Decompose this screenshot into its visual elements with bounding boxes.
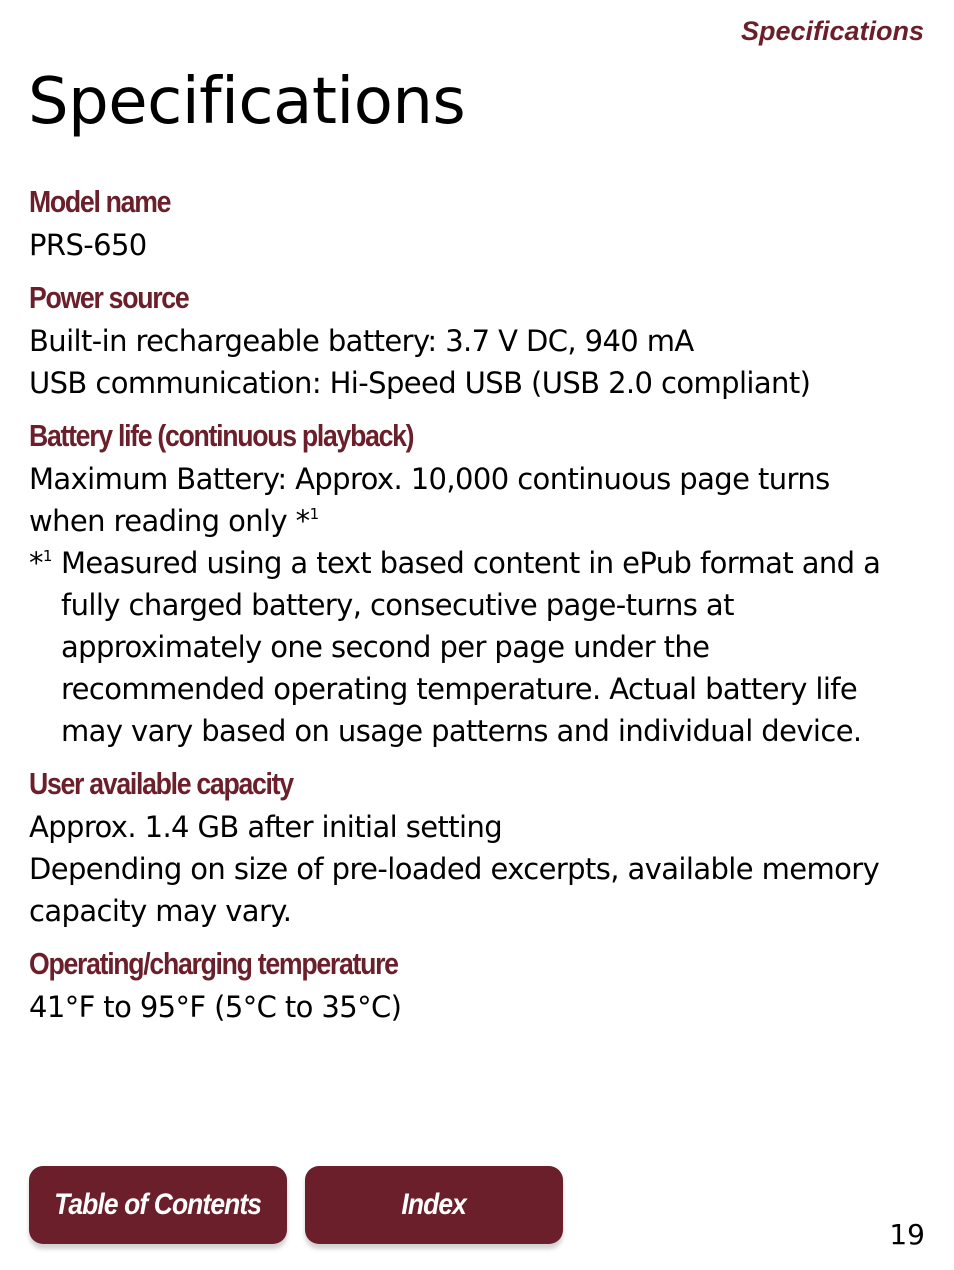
specifications-content: [29, 180, 929, 1028]
section-heading: Model name: [29, 184, 171, 219]
power-usb-line: USB communication: Hi-Speed USB (USB 2.0 compliant): [29, 366, 811, 400]
battery-life-line-with-ref: [29, 500, 929, 542]
section-model-name: [29, 180, 929, 266]
temperature-value: 41°F to 95°F (5°C to 35°C): [29, 990, 402, 1024]
footnote-line: approximately one second per page under the: [61, 630, 710, 664]
index-label: Index: [401, 1188, 467, 1221]
battery-life-line: Maximum Battery: Approx. 10,000 continuous page turns: [29, 462, 830, 496]
model-name-value: PRS-650: [29, 228, 147, 262]
footnote-line: recommended operating temperature. Actual battery life: [61, 672, 858, 706]
capacity-line: capacity may vary.: [29, 894, 292, 928]
index-button[interactable]: [305, 1166, 563, 1244]
capacity-line: Approx. 1.4 GB after initial setting: [29, 810, 503, 844]
footnote-mark: [29, 542, 52, 584]
table-of-contents-button[interactable]: [29, 1166, 287, 1244]
section-power-source: [29, 276, 929, 404]
section-temperature: [29, 942, 929, 1028]
page-title: Specifications: [28, 65, 466, 139]
section-battery-life: [29, 414, 929, 752]
page-number: 19: [889, 1218, 925, 1251]
section-heading: User available capacity: [29, 766, 293, 801]
section-heading: Battery life (continuous playback): [29, 418, 414, 453]
footnote-mark-number: 1: [42, 547, 52, 565]
table-of-contents-label: Table of Contents: [54, 1188, 262, 1221]
footnote: [29, 542, 929, 752]
footnote-mark-asterisk: *: [29, 546, 43, 580]
section-heading: Operating/charging temperature: [29, 946, 398, 981]
section-capacity: [29, 762, 929, 932]
battery-life-line-text: when reading only *: [29, 504, 310, 538]
power-battery-line: Built-in rechargeable battery: 3.7 V DC, 940 mA: [29, 324, 694, 358]
section-heading: Power source: [29, 280, 189, 315]
footnote-line: may vary based on usage patterns and individual device.: [61, 714, 862, 748]
footnote-reference: 1: [309, 505, 319, 523]
capacity-line: Depending on size of pre-loaded excerpts, available memory: [29, 852, 880, 886]
footnote-line: Measured using a text based content in ePub format and a: [61, 546, 881, 580]
footnote-line: fully charged battery, consecutive page-turns at: [61, 588, 734, 622]
running-header: Specifications: [740, 16, 924, 46]
